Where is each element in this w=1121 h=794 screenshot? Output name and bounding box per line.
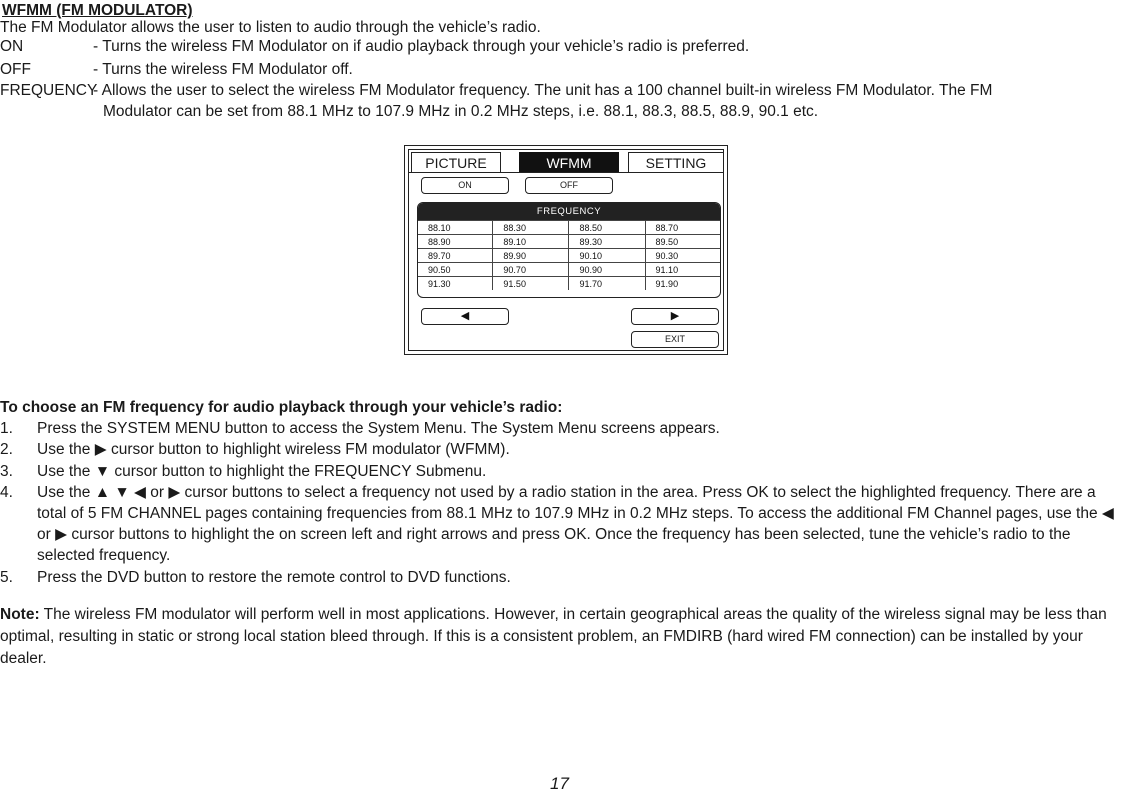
previous-page-button[interactable] [421, 308, 509, 325]
list-item [0, 461, 1121, 482]
frequency-cell[interactable]: 90.50 [418, 263, 493, 277]
frequency-cell[interactable]: 88.50 [569, 221, 645, 235]
right-arrow-icon: ▶ [670, 310, 680, 322]
frequency-cell[interactable]: 91.70 [569, 277, 645, 291]
table-row [418, 277, 720, 291]
frequency-cell[interactable]: 91.50 [493, 277, 569, 291]
note-text: The wireless FM modulator will perform well in most applications. However, in certain geographical areas the quality of the wireless signal may be less than optimal, resulting in static or strong local station bleed through. If this is a consistent problem, an FMDIRB (hard wired FM connection) can be installed by your dealer. [0, 606, 1107, 667]
list-item [0, 439, 1121, 460]
tab-picture[interactable]: PICTURE [411, 152, 501, 173]
off-button[interactable]: OFF [525, 177, 613, 194]
definition-desc-frequency-cont: Modulator can be set from 88.1 MHz to 107.9 MHz in 0.2 MHz steps, i.e. 88.1, 88.3, 88.5, 88.9, 90.1 etc. [103, 103, 819, 120]
definition-term-off: OFF [0, 61, 31, 78]
tab-divider [409, 172, 723, 173]
frequency-cell[interactable]: 88.70 [645, 221, 720, 235]
step-number: 4. [0, 484, 13, 501]
step-text: Press the SYSTEM MENU button to access the System Menu. The System Menu screens appears. [37, 420, 720, 437]
table-row [418, 263, 720, 277]
frequency-cell[interactable]: 91.10 [645, 263, 720, 277]
tab-wfmm[interactable]: WFMM [519, 152, 619, 173]
section-title: WFMM (FM MODULATOR) [2, 2, 193, 19]
frequency-cell[interactable]: 88.10 [418, 221, 493, 235]
step-number: 1. [0, 420, 13, 437]
step-number: 3. [0, 463, 13, 480]
frequency-cell[interactable]: 88.90 [418, 235, 493, 249]
frequency-cell[interactable]: 89.70 [418, 249, 493, 263]
frequency-cell[interactable]: 89.10 [493, 235, 569, 249]
frequency-cell[interactable]: 89.30 [569, 235, 645, 249]
list-item [0, 482, 1121, 566]
page-number: 17 [550, 774, 569, 793]
instructions-heading: To choose an FM frequency for audio playback through your vehicle’s radio: [0, 399, 563, 416]
frequency-cell[interactable]: 89.50 [645, 235, 720, 249]
frequency-cell[interactable]: 91.30 [418, 277, 493, 291]
definition-desc-on: - Turns the wireless FM Modulator on if audio playback through your vehicle’s radio is preferred. [93, 38, 750, 55]
frequency-cell[interactable]: 90.90 [569, 263, 645, 277]
list-item [0, 418, 1121, 439]
step-text: Use the ▲ ▼ ◀ or ▶ cursor buttons to select a frequency not used by a radio station in the area. Press OK to select the highlighted frequency. There are a total of 5 FM CHANNEL pages containing frequencies from 88.1 MHz to 107.9 MHz in 0.2 MHz steps. To access the additional FM Channel pages, use the ◀ or ▶ cursor buttons to highlight the on screen left and right arrows and press OK. Once the frequency has been selected, tune the vehicle’s radio to the selected frequency. [37, 484, 1114, 564]
step-text: Press the DVD button to restore the remote control to DVD functions. [37, 569, 511, 586]
definition-desc-frequency: - Allows the user to select the wireless FM Modulator frequency. The unit has a 100 channel built-in wireless FM Modulator. The FM [93, 82, 993, 99]
menu-screen-inner [408, 149, 724, 351]
frequency-cell[interactable]: 91.90 [645, 277, 720, 291]
frequency-cell[interactable]: 90.10 [569, 249, 645, 263]
next-page-button[interactable] [631, 308, 719, 325]
step-text: Use the ▶ cursor button to highlight wireless FM modulator (WFMM). [37, 441, 510, 458]
note-paragraph [0, 604, 1116, 670]
on-button[interactable]: ON [421, 177, 509, 194]
step-text: Use the ▼ cursor button to highlight the FREQUENCY Submenu. [37, 463, 487, 480]
frequency-cell[interactable]: 90.70 [493, 263, 569, 277]
tab-setting[interactable]: SETTING [628, 152, 724, 173]
intro-text: The FM Modulator allows the user to listen to audio through the vehicle’s radio. [0, 19, 541, 36]
table-row [418, 249, 720, 263]
frequency-cell[interactable]: 90.30 [645, 249, 720, 263]
definition-desc-off: - Turns the wireless FM Modulator off. [93, 61, 353, 78]
step-number: 5. [0, 569, 13, 586]
definition-term-on: ON [0, 38, 24, 55]
frequency-panel [417, 202, 721, 298]
menu-screen-figure [404, 145, 728, 355]
note-label: Note: [0, 606, 40, 623]
frequency-cell[interactable]: 88.30 [493, 221, 569, 235]
step-number: 2. [0, 441, 13, 458]
list-item [0, 567, 1121, 588]
definition-term-frequency: FREQUENCY [0, 82, 98, 99]
frequency-table [418, 220, 720, 290]
table-row [418, 235, 720, 249]
exit-button[interactable]: EXIT [631, 331, 719, 348]
left-arrow-icon: ◀ [460, 310, 470, 322]
frequency-cell[interactable]: 89.90 [493, 249, 569, 263]
table-row [418, 221, 720, 235]
frequency-header: FREQUENCY [418, 203, 720, 220]
